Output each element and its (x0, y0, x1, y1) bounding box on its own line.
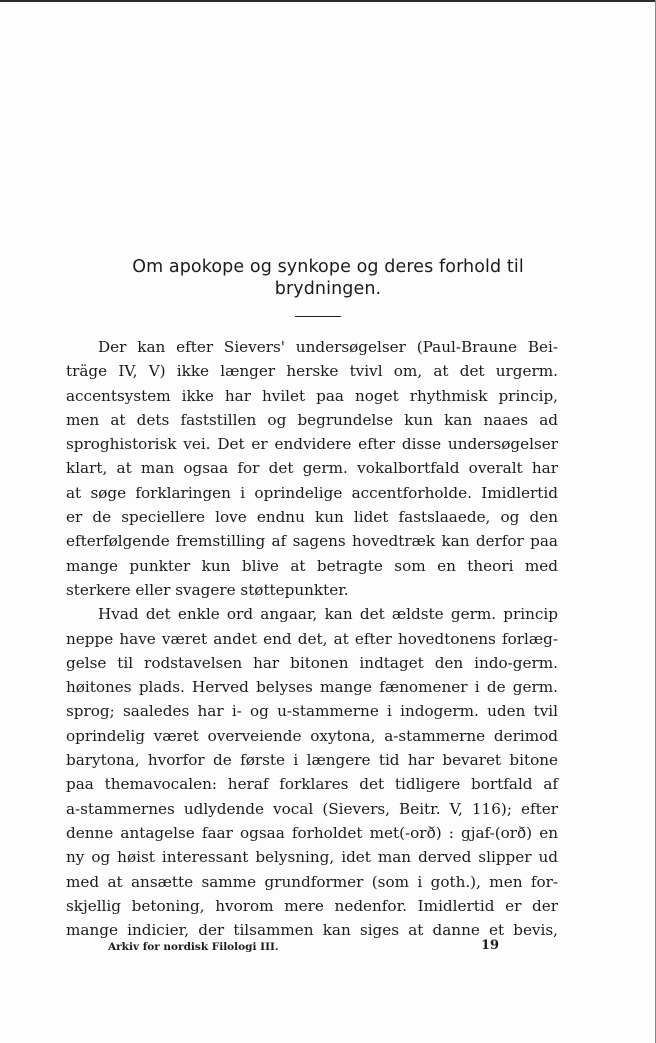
chapter-title (68, 256, 588, 300)
text-line: sterkere eller svagere støttepunkter. (66, 580, 349, 599)
text-line: sprog; saaledes har i- og u-stammerne i indogerm. uden tvil (66, 702, 558, 721)
text-line: høitones plads. Herved belyses mange fænomener i de germ. (66, 678, 558, 697)
text-line: a-stammernes udlydende vocal (Sievers, Beitr. V, 116); efter (66, 799, 558, 818)
chapter-title-line-1: Om apokope og synkope og deres forhold til (132, 257, 524, 277)
text-line: mange punkter kun blive at betragte som en theori med (66, 556, 558, 575)
title-separator-rule (295, 316, 341, 317)
text-line: ny og høist interessant belysning, idet man derved slipper ud (66, 848, 558, 867)
text-line: Der kan efter Sievers' undersøgelser (Paul-Braune Bei- (98, 338, 558, 356)
text-line: er de speciellere love endnu kun lidet fastslaaede, og den (66, 508, 558, 527)
text-line: accentsystem ikke har hvilet paa noget rhythmisk princip, (66, 386, 558, 405)
text-line: mange indicier, der tilsammen kan siges at danne et bevis, (66, 921, 558, 940)
chapter-title-line-2: brydningen. (274, 279, 382, 299)
text-line: neppe have været andet end det, at efter hovedtonens forlæg- (66, 629, 558, 648)
text-line: träge IV, V) ikke længer herske tvivl om, at det urgerm. (66, 362, 558, 381)
text-line: med at ansætte samme grundformer (som i goth.), men for- (66, 872, 558, 891)
text-line: at søge forklaringen i oprindelige accentforholde. Imidlertid (66, 483, 558, 502)
footer-journal-title: Arkiv for nordisk Filologi III. (108, 941, 279, 953)
text-line: efterfølgende fremstilling af sagens hovedtræk kan derfor paa (66, 532, 558, 551)
text-line: men at dets faststillen og begrundelse kun kan naaes ad (66, 410, 558, 429)
text-line: barytona, hvorfor de første i længere tid har bevaret bitone (66, 751, 558, 770)
text-line: paa themavocalen: heraf forklares det tidligere bortfald af (66, 775, 558, 794)
text-line: denne antagelse faar ogsaa forholdet met(-orð) : gjaf-(orð) en (66, 823, 558, 842)
body-text (66, 335, 558, 942)
text-line: oprindelig været overveiende oxytona, a-stammerne derimod (66, 726, 558, 745)
signature-number: 19 (481, 938, 500, 953)
text-line: Hvad det enkle ord angaar, kan det ældste germ. princip (98, 605, 558, 624)
text-line: sproghistorisk vei. Det er endvidere efter disse undersøgelser (66, 435, 558, 454)
text-line: klart, at man ogsaa for det germ. vokalbortfald overalt har (66, 459, 558, 478)
top-edge-rule (0, 0, 656, 2)
text-line: gelse til rodstavelsen har bitonen indtaget den indo-germ. (66, 653, 558, 672)
text-line: skjellig betoning, hvorom mere nedenfor. Imidlertid er der (66, 896, 558, 915)
